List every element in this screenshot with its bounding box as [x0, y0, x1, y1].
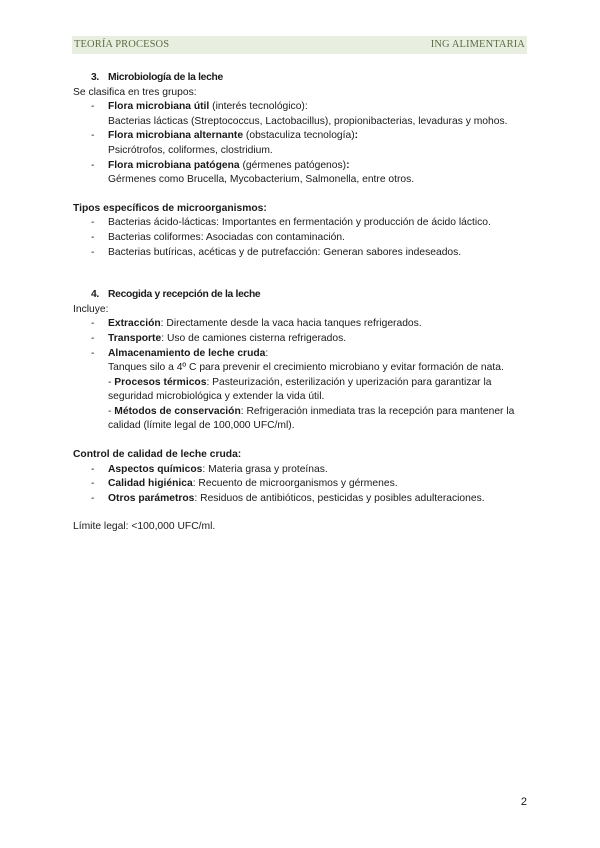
list-item: - Extracción: Directamente desde la vaca hacia tanques refrigerados.: [73, 317, 533, 332]
list-item: - Almacenamiento de leche cruda: Tanques silo a 4º C para prevenir el crecimiento microbiano y evitar formación de nata. - Procesos térmicos: Pasteurización, esterilización y uperización para garantizar la seguridad microbiológica y extender la vida útil. - Métodos de conservación: Refrigeración inmediata tras la recepción para mantener la calidad (límite legal de 100,000 UFC/ml).: [73, 347, 533, 435]
section-4-intro: Incluye:: [73, 303, 109, 315]
section-4-heading: 4. Recogida y recepción de la leche: [91, 289, 261, 301]
section-3-intro: Se clasifica en tres grupos:: [73, 86, 197, 98]
list-item: - Transporte: Uso de camiones cisterna refrigerados.: [73, 332, 533, 347]
list-item: - Otros parámetros: Residuos de antibióticos, pesticidas y posibles adulteraciones.: [73, 492, 533, 507]
list-item: - Flora microbiana patógena (gérmenes patógenos): Gérmenes como Brucella, Mycobacterium, Salmonella, entre otros.: [73, 159, 533, 188]
list-item: - Bacterias coliformes: Asociadas con contaminación.: [73, 231, 533, 246]
list-item: - Bacterias butíricas, acéticas y de putrefacción: Generan sabores indeseados.: [73, 246, 533, 261]
tipos-list: [73, 216, 533, 260]
list-item: - Calidad higiénica: Recuento de microorganismos y gérmenes.: [73, 477, 533, 492]
list-item: - Aspectos químicos: Materia grasa y proteínas.: [73, 463, 533, 478]
section-3-heading: 3. Microbiología de la leche: [91, 72, 223, 83]
header-right: ING ALIMENTARIA: [430, 38, 525, 50]
limite-legal: Límite legal: <100,000 UFC/ml.: [73, 521, 216, 533]
list-item: - Flora microbiana alternante (obstaculiza tecnología): Psicrótrofos, coliformes, clostridium.: [73, 129, 533, 158]
page-number: 2: [520, 796, 527, 808]
flora-list: [73, 100, 533, 188]
list-item: - Bacterias ácido-lácticas: Importantes en fermentación y producción de ácido láctico.: [73, 216, 533, 231]
recogida-list: [73, 317, 533, 434]
document-body: [73, 71, 533, 535]
header-left: TEORÍA PROCESOS: [74, 38, 170, 50]
page-header: [72, 36, 527, 54]
list-item: - Flora microbiana útil (interés tecnológico): Bacterias lácticas (Streptococcus, Lactobacillus), propionibacterias, levaduras y mohos.: [73, 100, 533, 129]
control-list: [73, 463, 533, 507]
control-heading: Control de calidad de leche cruda:: [73, 449, 242, 461]
tipos-heading: Tipos específicos de microorganismos:: [73, 202, 267, 214]
